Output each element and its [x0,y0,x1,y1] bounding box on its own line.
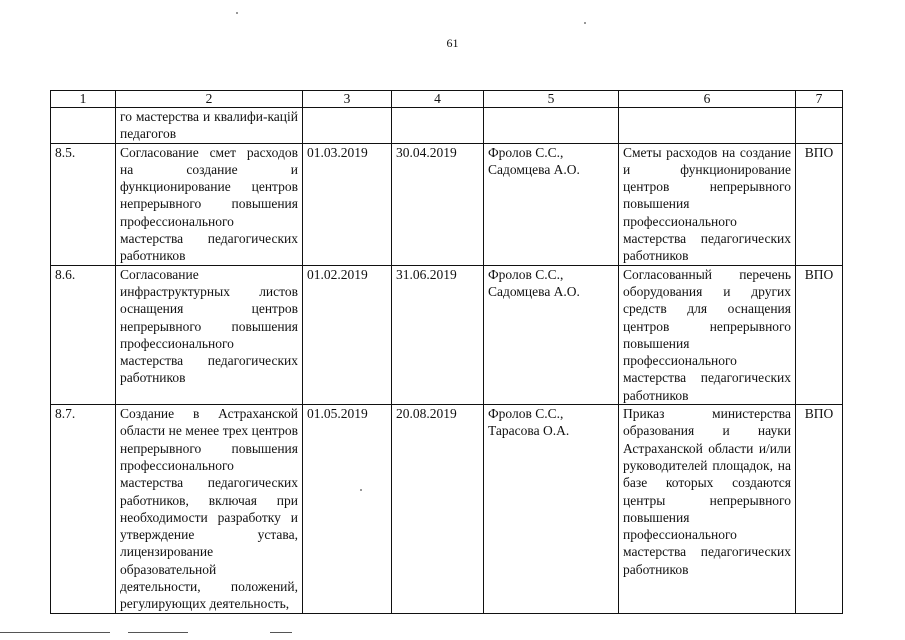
row-number: 8.5. [51,143,116,265]
continuation-row [51,108,843,144]
row-level: ВПО [796,143,843,265]
scan-edge-line [128,632,188,633]
row-number: 8.7. [51,405,116,614]
row-responsible: Фролов С.С., Садомцева А.О. [484,143,619,265]
scan-edge-line [270,632,292,633]
row-start-date: 01.03.2019 [303,143,392,265]
row-level: ВПО [796,405,843,614]
row-responsible: Фролов С.С., Тарасова О.А. [484,405,619,614]
table-row [51,143,843,265]
row-number: 8.6. [51,265,116,404]
row-result: Сметы расходов на создание и функционирование центров непрерывного повышения профессионального мастерства педагогических работников [619,143,796,265]
row-result: Согласованный перечень оборудования и других средств для оснащения центров непрерывного повышения профессионального мастерства педагогических работников [619,265,796,404]
row-start-date: 01.05.2019 [303,405,392,614]
column-header-5: 5 [484,91,619,108]
row-task: Согласование смет расходов на создание и функционирование центров непрерывного повышения профессионального мастерства педагогических работников [116,143,303,265]
row-task: Согласование инфраструктурных листов оснащения центров непрерывного повышения профессионального мастерства педагогических работников [116,265,303,404]
row-task: Создание в Астраханской области не менее трех центров непрерывного повышения профессионального мастерства педагогических работников, включая при необходимости разработку и утверждение устава, лицензирование образовательной деятельности, положений, регулирующих деятельность, [116,405,303,614]
plan-table [50,90,843,614]
scan-speck [360,489,362,491]
row-start-date: 01.02.2019 [303,265,392,404]
continuation-task: го мастерства и квалифи-кацій педагогов [116,108,303,144]
row-end-date: 30.04.2019 [392,143,484,265]
table-row [51,405,843,614]
row-end-date: 31.06.2019 [392,265,484,404]
column-header-2: 2 [116,91,303,108]
page-number: 61 [446,36,459,50]
header-row [51,91,843,108]
column-header-4: 4 [392,91,484,108]
column-header-7: 7 [796,91,843,108]
table-row [51,265,843,404]
column-header-6: 6 [619,91,796,108]
row-level: ВПО [796,265,843,404]
row-result: Приказ министерства образования и науки Астраханской области и/или руководителей площадок, на базе которых создаются центры непрерывного повышения профессионального мастерства педагогических работников [619,405,796,614]
column-header-3: 3 [303,91,392,108]
row-responsible: Фролов С.С., Садомцева А.О. [484,265,619,404]
scan-speck [584,22,586,24]
row-end-date: 20.08.2019 [392,405,484,614]
scan-speck [236,12,238,14]
column-header-1: 1 [51,91,116,108]
scan-edge-line [0,632,110,633]
